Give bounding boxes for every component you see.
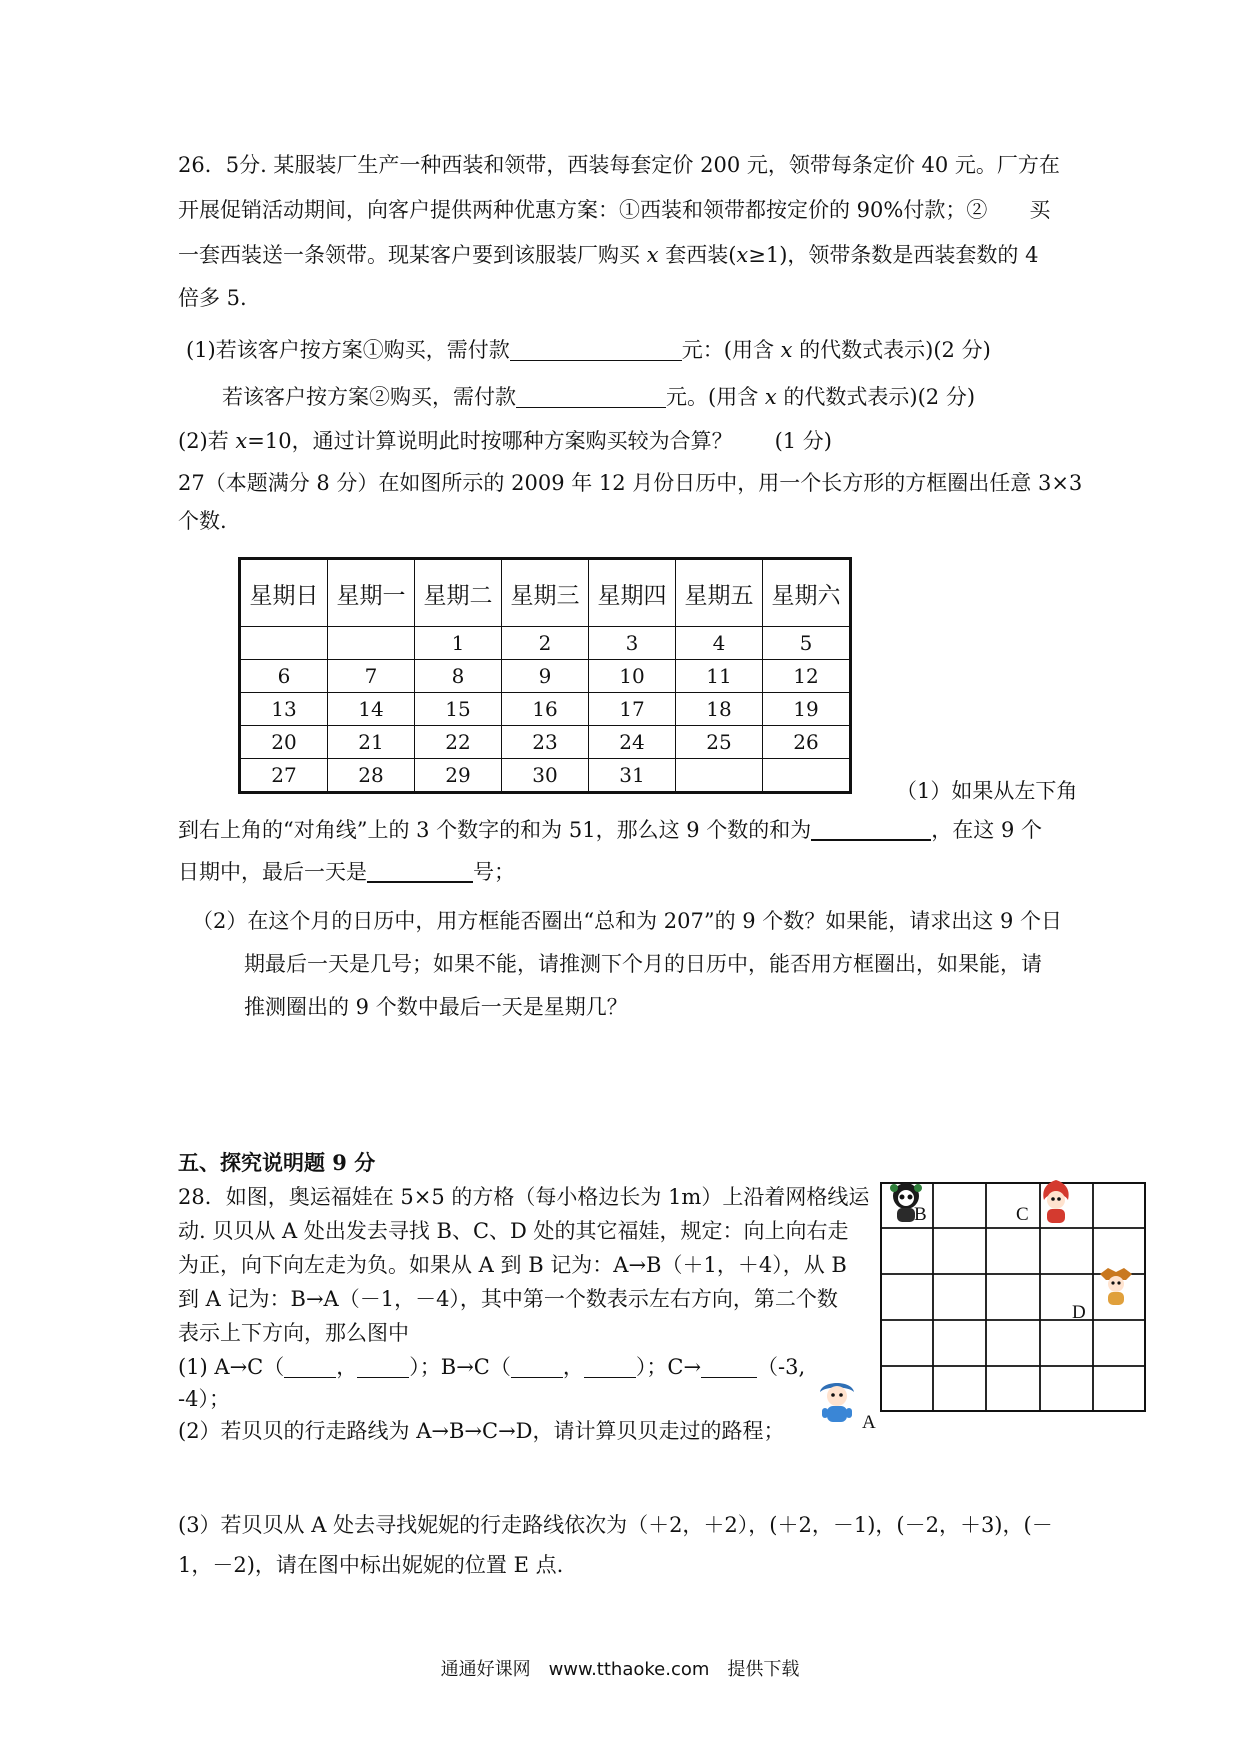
- q26-sub2-answer-blank[interactable]: [516, 385, 666, 408]
- calendar-cell: 29: [415, 759, 502, 793]
- calendar-cell: 27: [240, 759, 328, 793]
- q28-ac-y-blank[interactable]: [357, 1355, 409, 1378]
- calendar-cell: 4: [676, 627, 763, 660]
- calendar-row: [240, 726, 851, 759]
- q28-line8: (2）若贝贝的行走路线为 A→B→C→D，请计算贝贝走过的路程；: [178, 1419, 785, 1443]
- q28-line5: 表示上下方向，那么图中: [178, 1321, 409, 1345]
- calendar-header-cell: 星期四: [589, 559, 676, 627]
- q26-line3-text-a: 一套西装送一条领带。现某客户要到该服装厂购买: [178, 243, 647, 267]
- yingying-mascot-d-icon: [1094, 1264, 1138, 1310]
- q26-line3-text-d: ≥1)，领带条数是西装套数的 4: [748, 243, 1039, 267]
- calendar-cell: [240, 627, 328, 660]
- q26-sub3: [178, 426, 832, 456]
- calendar-row: [240, 693, 851, 726]
- q28-line6-text-f: （-3,: [757, 1355, 806, 1379]
- calendar-cell: 21: [328, 726, 415, 759]
- calendar-cell: 3: [589, 627, 676, 660]
- q27-line4-text-b: 号；: [473, 860, 515, 884]
- q26-sub2-text-c: 的代数式表示)(2 分): [776, 385, 976, 409]
- q26-line3-var-x2: x: [736, 243, 749, 267]
- point-c-label: C: [1016, 1204, 1029, 1225]
- calendar-cell: 10: [589, 660, 676, 693]
- calendar-cell: 2: [502, 627, 589, 660]
- q27-line3-text-a: 到右上角的“对角线”上的 3 个数字的和为 51，那么这 9 个数的和为: [178, 818, 812, 842]
- calendar-cell: 6: [240, 660, 328, 693]
- q26-sub2: [222, 382, 975, 412]
- q26-sub1-var-x: x: [780, 338, 793, 362]
- calendar-cell: 23: [502, 726, 589, 759]
- point-b-label: B: [914, 1204, 927, 1225]
- q26-sub1-answer-blank[interactable]: [510, 338, 682, 361]
- q26-sub2-text-a: 若该客户按方案②购买，需付款: [222, 385, 516, 409]
- q26-sub3-text-b: =10，通过计算说明此时按哪种方案购买较为合算？ (1 分): [247, 429, 833, 453]
- calendar-row: [240, 759, 851, 793]
- calendar-header-cell: 星期五: [676, 559, 763, 627]
- calendar-cell: 17: [589, 693, 676, 726]
- calendar-header-row: [240, 559, 851, 627]
- calendar-cell: 15: [415, 693, 502, 726]
- q27-side-text: （1）如果从左下角: [896, 779, 1078, 803]
- q26-line3-text-b: 套西装(: [658, 243, 737, 267]
- calendar-cell: 11: [676, 660, 763, 693]
- q26-sub3-text-a: (2)若: [178, 429, 236, 453]
- calendar-cell: 18: [676, 693, 763, 726]
- calendar-cell: 9: [502, 660, 589, 693]
- point-d-label: D: [1072, 1302, 1086, 1323]
- q27-line4: [178, 857, 515, 887]
- calendar-cell: 30: [502, 759, 589, 793]
- q28-line10: 1，－2)，请在图中标出妮妮的位置 E 点.: [178, 1553, 564, 1577]
- q28-c-dest-blank[interactable]: [701, 1355, 757, 1378]
- q26-line4: 倍多 5.: [178, 286, 247, 310]
- q26-sub3-var-x: x: [235, 429, 248, 453]
- calendar-cell: [676, 759, 763, 793]
- calendar-header-cell: 星期二: [415, 559, 502, 627]
- calendar-cell: 7: [328, 660, 415, 693]
- q26-sub1-text-c: 的代数式表示)(2 分): [792, 338, 991, 362]
- q27-line2: 个数.: [178, 509, 227, 533]
- calendar-row: [240, 627, 851, 660]
- calendar-header-cell: 星期三: [502, 559, 589, 627]
- calendar-cell: 28: [328, 759, 415, 793]
- q28-bc-x-blank[interactable]: [511, 1355, 563, 1378]
- q26-sub2-text-b: 元。(用含: [666, 385, 765, 409]
- calendar-cell: 13: [240, 693, 328, 726]
- q27-line3-text-b: ，在这 9 个: [931, 818, 1043, 842]
- q27-last-day-blank[interactable]: [367, 859, 473, 883]
- q28-line6-text-b: ，: [336, 1355, 358, 1379]
- calendar-row: [240, 660, 851, 693]
- page-footer: 通通好课网 www.tthaoke.com 提供下载: [440, 1659, 800, 1680]
- q26-line1: 26．5分. 某服装厂生产一种西装和领带，西装每套定价 200 元，领带每条定价 40 元。厂方在: [178, 153, 1060, 177]
- calendar-cell: [328, 627, 415, 660]
- point-a-label: A: [862, 1412, 876, 1433]
- calendar-cell: 1: [415, 627, 502, 660]
- calendar-header-cell: 星期六: [763, 559, 851, 627]
- q27-line7: 推测圈出的 9 个数中最后一天是星期几？: [244, 995, 628, 1019]
- q28-line1: 28．如图，奥运福娃在 5×5 的方格（每小格边长为 1m）上沿着网格线运: [178, 1185, 870, 1209]
- q28-line9: (3）若贝贝从 A 处去寻找妮妮的行走路线依次为（＋2，＋2），(＋2，－1)，(－2，＋3)，(－: [178, 1513, 1053, 1537]
- q26-sub1: [186, 335, 991, 365]
- beibei-mascot-a-icon: [812, 1376, 862, 1432]
- q28-line3: 为正，向下向左走为负。如果从 A 到 B 记为：A→B（＋1，＋4），从 B: [178, 1253, 847, 1277]
- q26-sub2-var-x: x: [764, 385, 777, 409]
- calendar-header-cell: 星期一: [328, 559, 415, 627]
- q27-line5: （2）在这个月的日历中，用方框能否圈出“总和为 207”的 9 个数？如果能，请求出这 9 个日: [192, 909, 1063, 933]
- q28-ac-x-blank[interactable]: [284, 1355, 336, 1378]
- huanhuan-mascot-c-icon: [1034, 1178, 1078, 1228]
- q26-sub1-text-a: (1)若该客户按方案①购买，需付款: [186, 338, 510, 362]
- q26-sub1-text-b: 元：(用含: [681, 338, 781, 362]
- q26-line3: [178, 240, 1038, 270]
- calendar-cell: [763, 759, 851, 793]
- q27-line3: [178, 815, 1042, 845]
- calendar-cell: 31: [589, 759, 676, 793]
- q28-line6-text-a: (1) A→C（: [178, 1355, 285, 1379]
- calendar-cell: 26: [763, 726, 851, 759]
- q26-line2: 开展促销活动期间，向客户提供两种优惠方案：①西装和领带都按定价的 90%付款；② 买: [178, 198, 1051, 222]
- calendar-cell: 25: [676, 726, 763, 759]
- section5-heading: 五、探究说明题 9 分: [178, 1150, 376, 1175]
- q27-line4-text-a: 日期中，最后一天是: [178, 860, 367, 884]
- q27-sum-answer-blank[interactable]: [811, 817, 931, 841]
- q28-line6-text-e: ）；C→: [635, 1355, 702, 1379]
- calendar-cell: 16: [502, 693, 589, 726]
- q28-line4: 到 A 记为：B→A（－1，－4），其中第一个数表示左右方向，第二个数: [178, 1287, 838, 1311]
- calendar-header-cell: 星期日: [240, 559, 328, 627]
- q28-line6-text-d: ，: [562, 1355, 584, 1379]
- q28-line2: 动. 贝贝从 A 处出发去寻找 B、C、D 处的其它福娃，规定：向上向右走: [178, 1219, 849, 1243]
- calendar-cell: 19: [763, 693, 851, 726]
- q28-bc-y-blank[interactable]: [584, 1355, 636, 1378]
- calendar-cell: 5: [763, 627, 851, 660]
- q28-line7: -4）；: [178, 1387, 230, 1411]
- calendar-cell: 20: [240, 726, 328, 759]
- calendar-cell: 22: [415, 726, 502, 759]
- q27-line1: 27（本题满分 8 分）在如图所示的 2009 年 12 月份日历中，用一个长方形的方框圈出任意 3×3: [178, 471, 1083, 495]
- q28-line6-text-c: ）；B→C（: [409, 1355, 511, 1379]
- calendar-cell: 24: [589, 726, 676, 759]
- q28-line6: [178, 1352, 805, 1382]
- calendar-table: [238, 557, 852, 794]
- calendar-cell: 14: [328, 693, 415, 726]
- q26-line3-var-x: x: [646, 243, 659, 267]
- q27-line6: 期最后一天是几号；如果不能，请推测下个月的日历中，能否用方框圈出，如果能，请: [244, 952, 1042, 976]
- calendar-cell: 12: [763, 660, 851, 693]
- calendar-cell: 8: [415, 660, 502, 693]
